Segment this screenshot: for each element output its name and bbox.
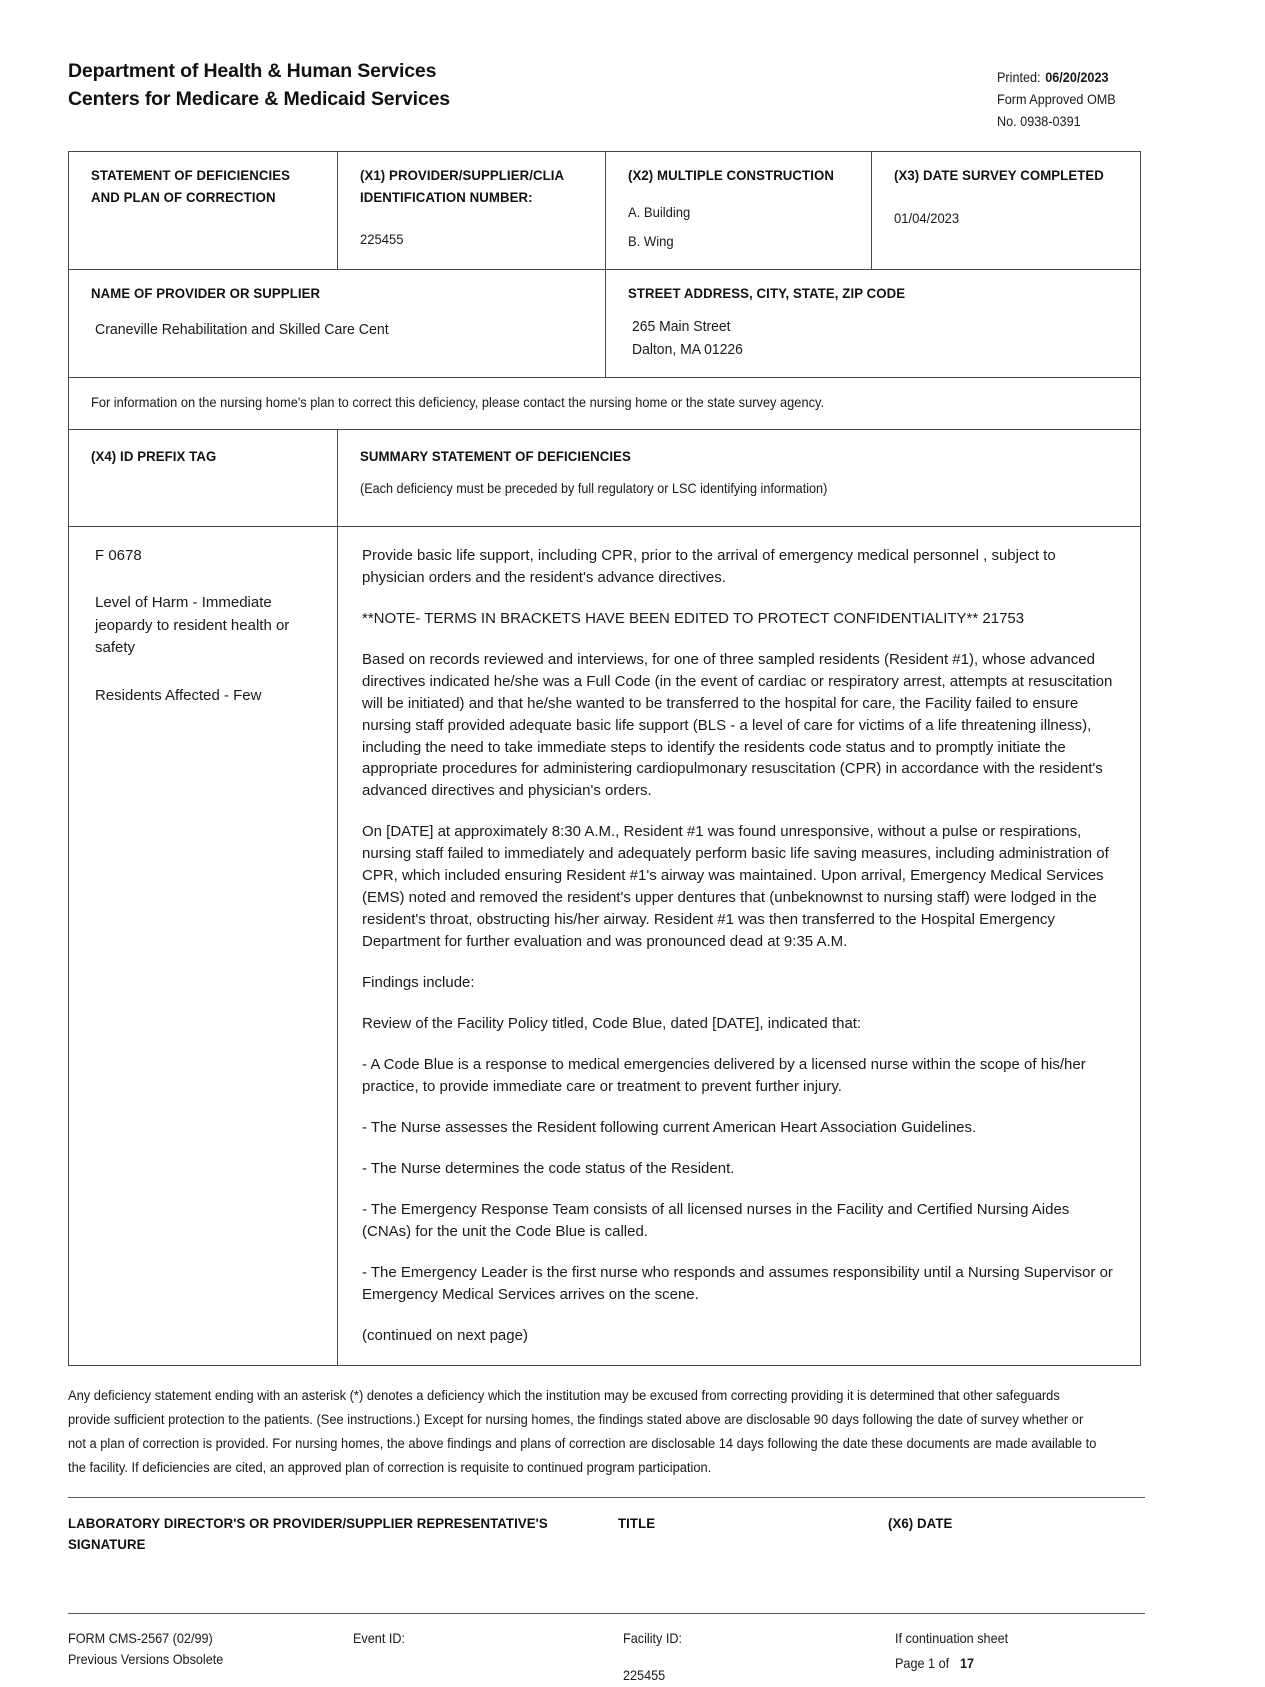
agency-line-2: Centers for Medicare & Medicaid Services xyxy=(68,87,450,110)
continued-notice: (continued on next page) xyxy=(362,1326,528,1344)
deficiency-paragraph: Findings include: xyxy=(362,974,475,992)
signature-row xyxy=(68,1498,1197,1557)
deficiency-paragraph: - The Emergency Response Team consists of all licensed nurses in the Facility and Certified Nursing Aides (CNAs) for the unit the Code Blue is called. xyxy=(362,1201,1070,1241)
address-line-2: Dalton, MA 01226 xyxy=(632,340,743,358)
provider-name-cell xyxy=(69,270,605,377)
provider-address-cell xyxy=(605,270,1140,377)
column-header-row xyxy=(69,430,1140,527)
event-id-field xyxy=(353,1628,623,1687)
deficiency-paragraph: - The Nurse assesses the Resident following current American Heart Association Guidelines. xyxy=(362,1119,977,1137)
deficiency-paragraph: On [DATE] at approximately 8:30 A.M., Resident #1 was found unresponsive, without a pulse or respirations, nursing staff failed to immediately and adequately perform basic life saving measures, including administration of CPR, which included ensuring Resident #1's airway was maintained. Upon arrival, Emergency Medical Services (EMS) noted and removed the resident's upper dentures that (unbeknownst to nursing staff) were lodged in the resident's throat, obstructing his/her airway. Resident #1 was then transferred to the Hospital Emergency Department for further evaluation and was pronounced dead at 9:35 A.M. xyxy=(362,823,1109,951)
printed-label: Printed: xyxy=(997,70,1041,85)
deficiency-summary-cell xyxy=(337,527,1140,1365)
deficiency-tag-id: F 0678 xyxy=(95,546,142,564)
deficiency-paragraph: **NOTE- TERMS IN BRACKETS HAVE BEEN EDITED TO PROTECT CONFIDENTIALITY** 21753 xyxy=(362,609,1025,627)
deficiency-paragraph: - A Code Blue is a response to medical emergencies delivered by a licensed nurse within the scope of his/her practice, to provide immediate care or treatment to prevent further injury. xyxy=(362,1056,1086,1096)
statement-of-deficiencies-cell xyxy=(69,152,337,269)
agency-line-1: Department of Health & Human Services xyxy=(68,60,437,82)
continuation-sheet-info xyxy=(895,1628,1145,1687)
facility-id-value: 225455 xyxy=(623,1668,666,1684)
title-label[interactable]: TITLE xyxy=(618,1515,656,1532)
signature-label[interactable]: LABORATORY DIRECTOR'S OR PROVIDER/SUPPLIER REPRESENTATIVE'S SIGNATURE xyxy=(68,1515,548,1554)
omb-number-line: No. 0938-0391 xyxy=(997,114,1081,130)
x2-label: (X2) MULTIPLE CONSTRUCTION xyxy=(628,168,834,185)
disclaimer-text: Any deficiency statement ending with an asterisk (*) denotes a deficiency which the institution may be excused from correcting providing it is determined that other safeguards provide sufficient protection to the patients. (See instructions.) Except for nursing homes, the findings stated above are disclosable 90 days following the date of survey whether or not a plan of correction is provided. For nursing homes, the above findings and plans of correction are disclosable 14 days following the date these documents are made available to the facility. If deficiencies are cited, an approved plan of correction is requisite to continued program participation. xyxy=(68,1387,1097,1475)
form-number: FORM CMS-2567 (02/99) xyxy=(68,1630,213,1646)
provider-address-label: STREET ADDRESS, CITY, STATE, ZIP CODE xyxy=(628,286,906,302)
provider-name-label: NAME OF PROVIDER OR SUPPLIER xyxy=(91,286,321,302)
x1-value: 225455 xyxy=(360,231,404,248)
deficiency-paragraph: Review of the Facility Policy titled, Code Blue, dated [DATE], indicated that: xyxy=(362,1015,862,1033)
masthead xyxy=(68,0,1197,133)
summary-header-cell xyxy=(337,430,1140,526)
facility-id-label: Facility ID: xyxy=(623,1630,683,1646)
address-line-1: 265 Main Street xyxy=(632,317,731,335)
agency-name xyxy=(68,58,450,113)
notice-cell xyxy=(69,378,1140,429)
printed-date-row xyxy=(997,67,1197,89)
event-id-label: Event ID: xyxy=(353,1630,406,1646)
form-identifier xyxy=(68,1628,353,1687)
provider-name-value: Craneville Rehabilitation and Skilled Care Cent xyxy=(95,320,389,338)
summary-label: SUMMARY STATEMENT OF DEFICIENCIES xyxy=(360,448,631,465)
form-header-row xyxy=(69,152,1140,270)
provider-row xyxy=(69,270,1140,378)
printed-date: 06/20/2023 xyxy=(1045,70,1109,85)
deficiency-paragraph: - The Nurse determines the code status of the Resident. xyxy=(362,1160,735,1178)
statement-title: STATEMENT OF DEFICIENCIES AND PLAN OF CORRECTION xyxy=(91,168,291,206)
notice-text: For information on the nursing home's plan to correct this deficiency, please contact the nursing home or the state survey agency. xyxy=(91,395,825,411)
deficiency-paragraph: Provide basic life support, including CPR, prior to the arrival of emergency medical personnel , subject to physician orders and the resident's advance directives. xyxy=(362,546,1056,586)
summary-sublabel: (Each deficiency must be preceded by full regulatory or LSC identifying information) xyxy=(360,481,828,497)
total-page-count: 17 xyxy=(960,1656,975,1672)
page-number-line: Page 1 of 17 xyxy=(895,1653,1145,1675)
x4-prefix-tag-header-cell xyxy=(69,430,337,526)
deficiency-tag-cell xyxy=(69,527,337,1365)
x2-option-wing: B. Wing xyxy=(628,233,674,250)
x4-label: (X4) ID PREFIX TAG xyxy=(91,448,217,465)
residents-affected: Residents Affected - Few xyxy=(95,686,262,704)
page-footer xyxy=(68,1614,1197,1687)
deficiency-paragraph: - The Emergency Leader is the first nurse who responds and assumes responsibility until a Nursing Supervisor or Emergency Medical Services arrives on the scene. xyxy=(362,1263,1113,1303)
facility-id-field xyxy=(623,1628,895,1687)
print-info xyxy=(997,58,1197,133)
x3-value: 01/04/2023 xyxy=(894,209,960,226)
x3-label: (X3) DATE SURVEY COMPLETED xyxy=(894,168,1104,185)
form-approved-line: Form Approved OMB xyxy=(997,92,1116,108)
x1-label: (X1) PROVIDER/SUPPLIER/CLIA IDENTIFICATION NUMBER: xyxy=(360,168,564,206)
x6-date-label[interactable]: (X6) DATE xyxy=(888,1515,953,1532)
deficiency-row xyxy=(69,527,1140,1366)
x1-provider-id-cell xyxy=(337,152,605,269)
notice-row xyxy=(69,378,1140,430)
level-of-harm: Level of Harm - Immediate jeopardy to resident health or safety xyxy=(95,594,290,656)
deficiency-paragraph: Based on records reviewed and interviews, for one of three sampled residents (Resident #1), whose advanced directives indicated he/she was a Full Code (in the event of cardiac or respiratory arrest, attempts at resuscitation will be initiated) and that he/she wanted to be transferred to the hospital for care, the Facility failed to ensure nursing staff provided adequate basic life support (BLS - a level of care for victims of a life threatening illness), including the need to take immediate steps to identify the residents code status and to promptly initiate the appropriate procedures for administering cardiopulmonary resuscitation (CPR) in accordance with the resident's advanced directives and physician's orders. xyxy=(362,650,1113,800)
x2-multiple-construction-cell xyxy=(605,152,871,269)
x3-date-survey-cell xyxy=(871,152,1140,269)
continuation-label: If continuation sheet xyxy=(895,1630,1009,1646)
form-obsolete-note: Previous Versions Obsolete xyxy=(68,1652,224,1668)
form-grid xyxy=(68,151,1141,1366)
x2-option-building: A. Building xyxy=(628,203,691,220)
